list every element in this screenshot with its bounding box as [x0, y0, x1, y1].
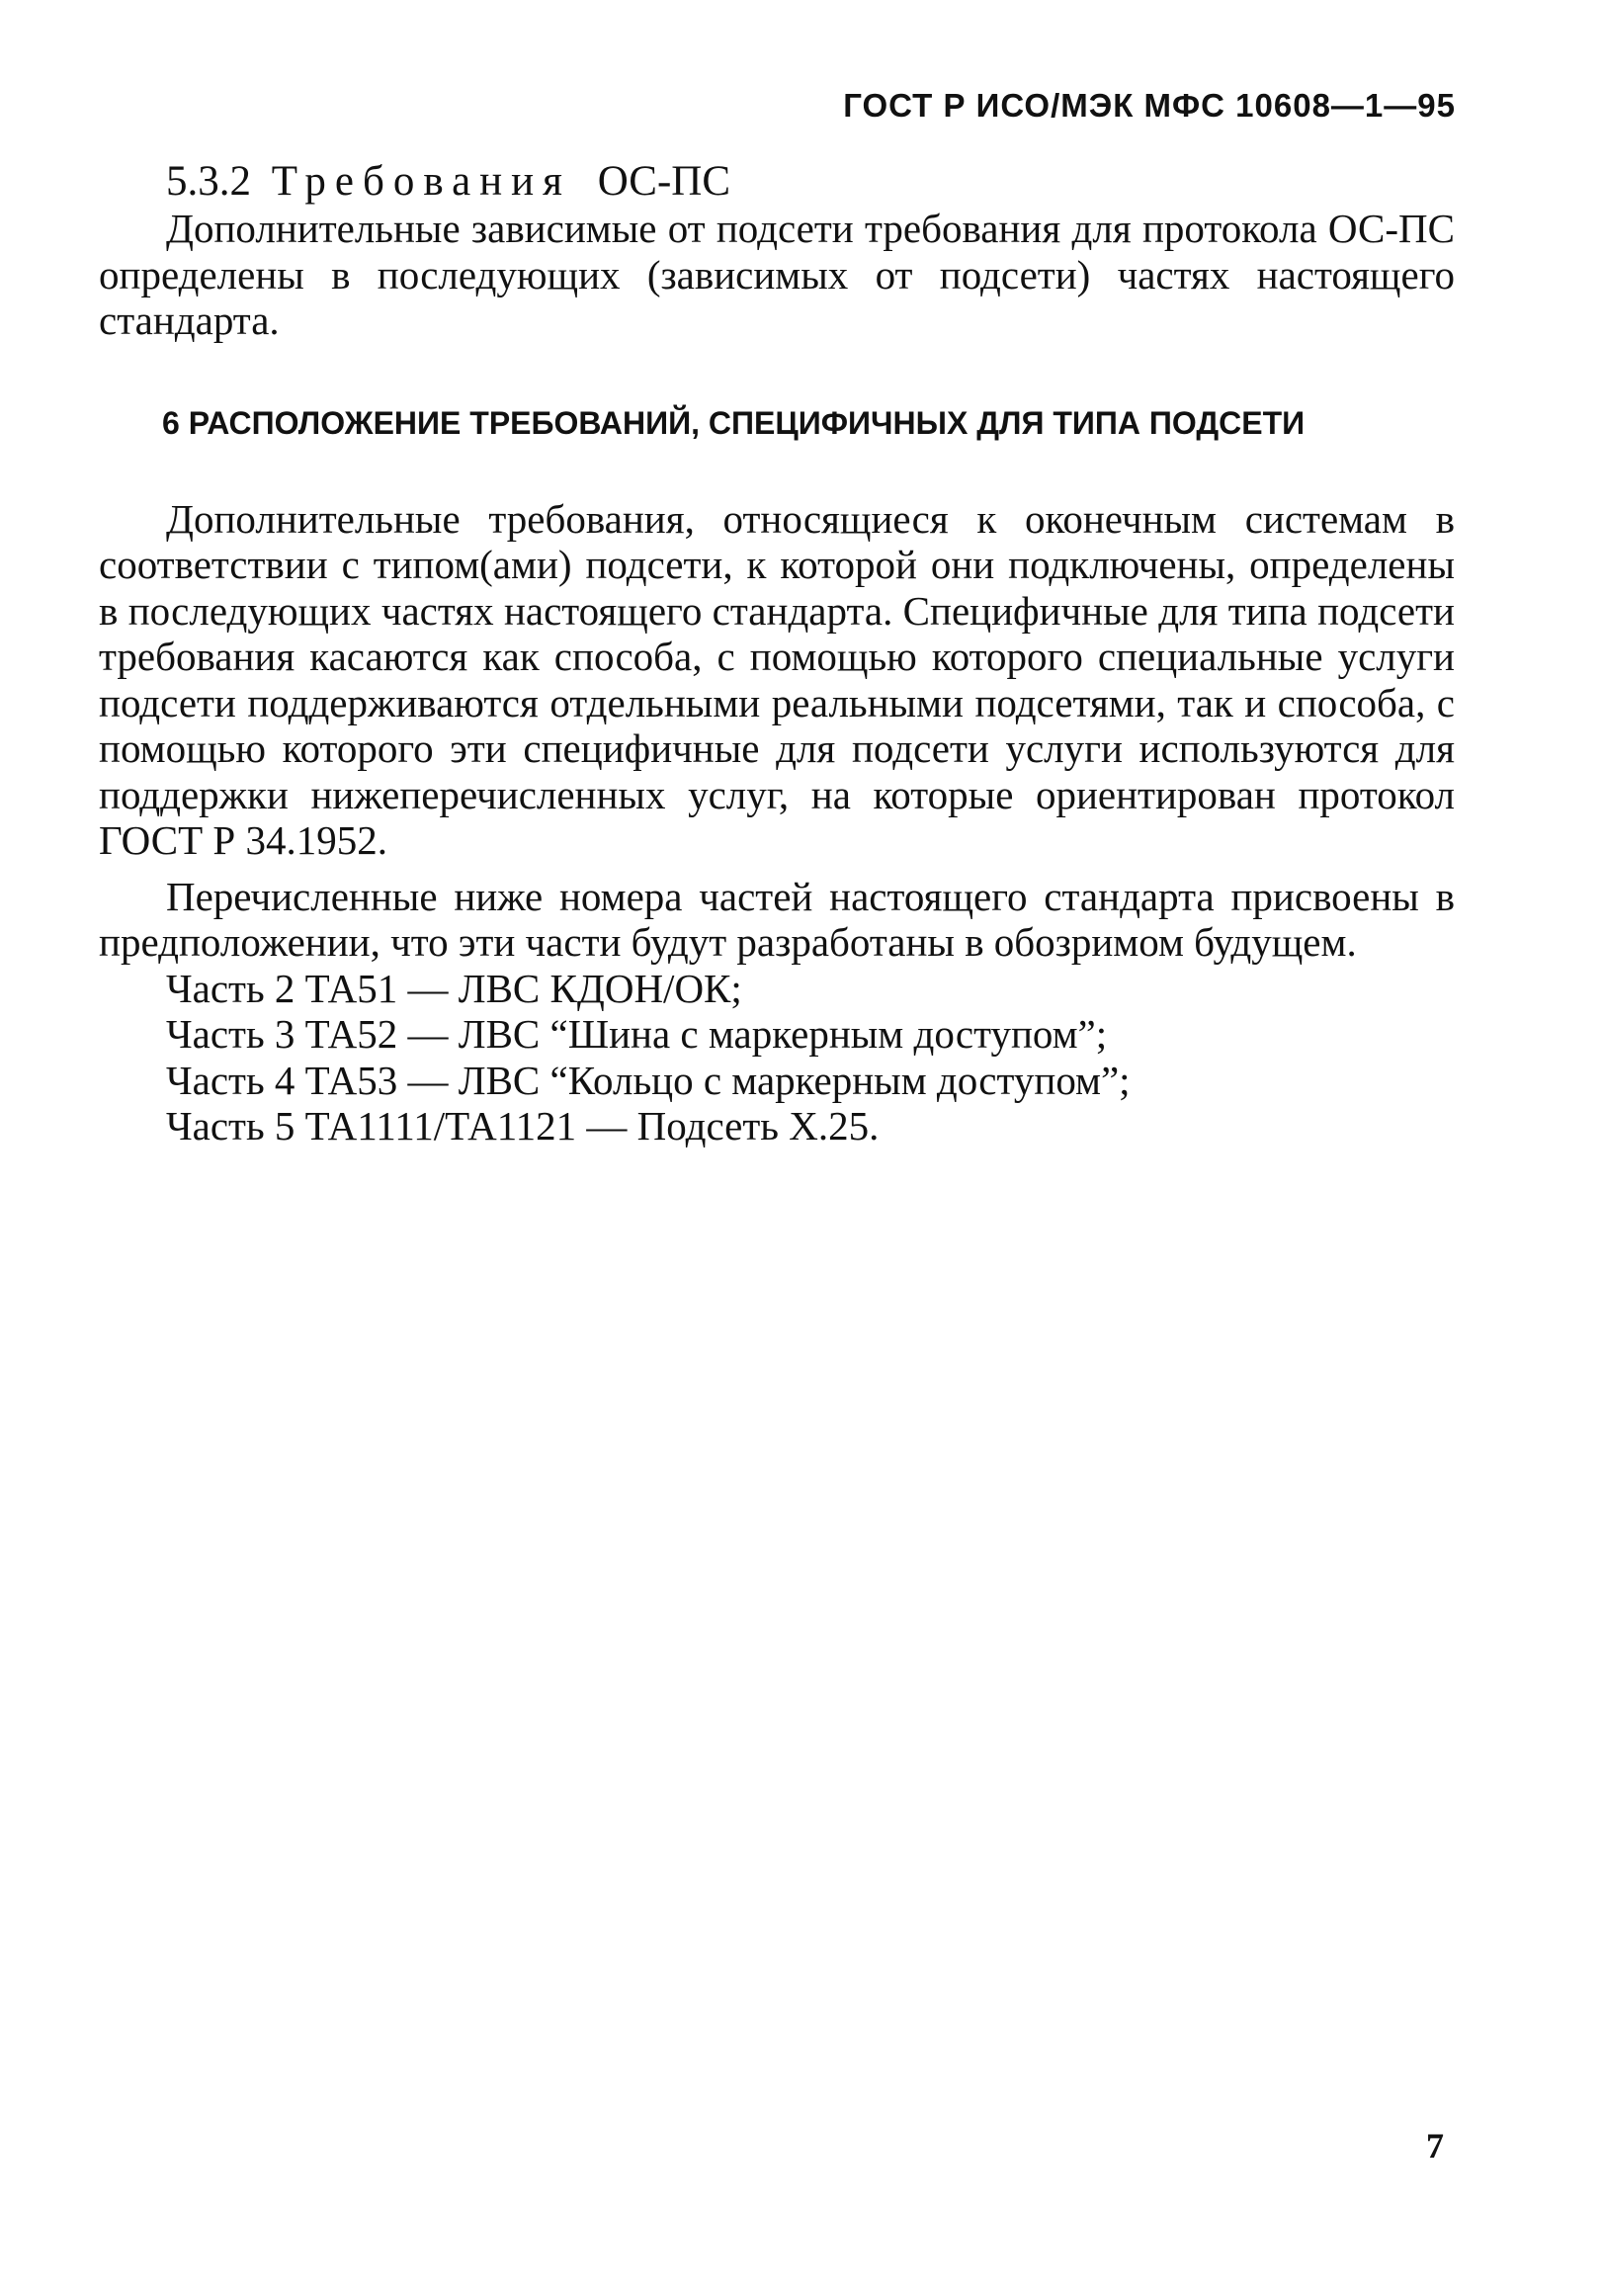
subsection-body: Дополнительные зависимые от подсети требования для протокола ОС-ПС определены в последующих (зависимых от подсети) частях настоящего стандарта.	[99, 206, 1455, 343]
page-content	[99, 158, 1455, 1149]
section-heading: 6 РАСПОЛОЖЕНИЕ ТРЕБОВАНИЙ, СПЕЦИФИЧНЫХ ДЛЯ ТИПА ПОДСЕТИ	[162, 404, 1306, 441]
list-item: Часть 3 ТА52 — ЛВС “Шина с маркерным доступом”;	[166, 1011, 1108, 1057]
list-item: Часть 2 ТА51 — ЛВС КДОН/ОК;	[166, 965, 742, 1011]
list-item: Часть 4 ТА53 — ЛВС “Кольцо с маркерным доступом”;	[166, 1057, 1131, 1103]
section-paragraph-2: Перечисленные ниже номера частей настоящего стандарта присвоены в предположении, что эти части будут разработаны в обозримом будущем.	[99, 873, 1455, 965]
section-paragraph-1: Дополнительные требования, относящиеся к оконечным системам в соответствии с типом(ами) подсети, к которой они подключены, определены в последующих частях настоящего стандарта. Специфичные для типа подсети требования касаются как способа, с помощью которого специальные услуги подсети поддерживаются отдельными реальными подсетями, так и способа, с помощью которого эти специфичные для подсети услуги используются для поддержки нижеперечисленных услуг, на которые ориентирован протокол ГОСТ Р 34.1952.	[99, 495, 1455, 863]
running-header: ГОСТ Р ИСО/МЭК МФС 10608—1—95	[843, 87, 1456, 124]
subsection-title: Требования	[271, 158, 571, 205]
subsection-title-rest: ОС-ПС	[597, 158, 731, 205]
subsection-heading	[166, 158, 1455, 206]
subsection-number: 5.3.2	[166, 158, 251, 205]
parts-list	[99, 966, 1455, 1149]
page-number: 7	[1426, 2126, 1444, 2166]
list-item: Часть 5 ТА1111/ТА1121 — Подсеть Х.25.	[166, 1103, 880, 1148]
